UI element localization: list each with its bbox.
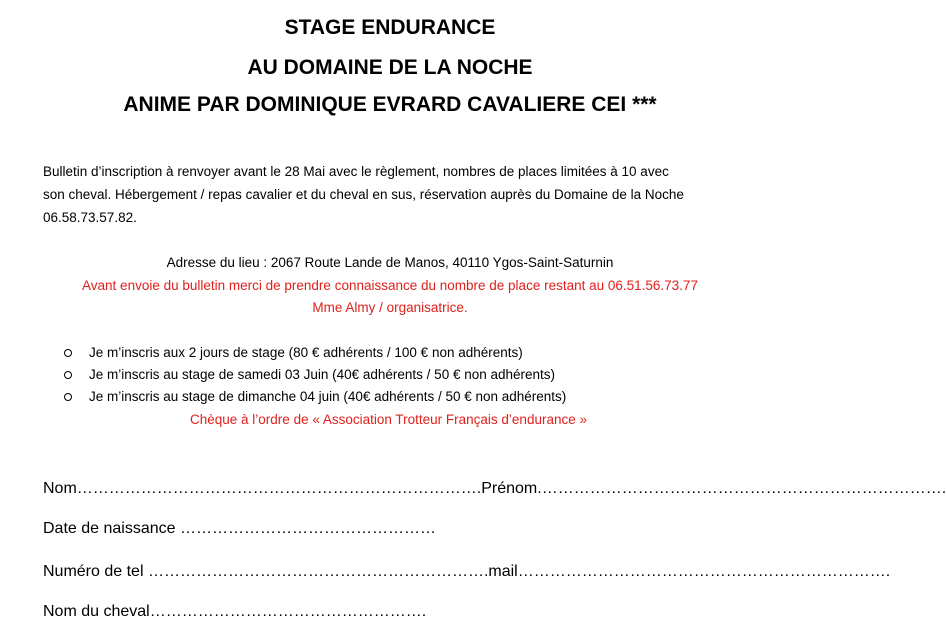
horse-name-field[interactable]: Nom du cheval……………………………………………. (43, 603, 427, 620)
cheque-instruction: Chèque à l’ordre de « Association Trotteur Français d’endurance » (190, 412, 587, 427)
circle-bullet-icon (64, 349, 72, 357)
option-sunday[interactable] (64, 386, 566, 408)
option-label: Je m’inscris aux 2 jours de stage (80 € adhérents / 100 € non adhérents) (89, 345, 523, 360)
name-field[interactable]: Nom………………………………………………………………….Prénom.…………………………………………………………………. (43, 480, 946, 497)
address-line: Adresse du lieu : 2067 Route Lande de Manos, 40110 Ygos-Saint-Saturnin (166, 255, 614, 270)
title-line-1: STAGE ENDURANCE (284, 16, 496, 39)
intro-paragraph (43, 160, 743, 229)
option-saturday[interactable] (64, 364, 566, 386)
intro-line-2: son cheval. Hébergement / repas cavalier et du cheval en sus, réservation auprès du Domaine de la Noche (43, 187, 684, 202)
option-label: Je m’inscris au stage de samedi 03 Juin (40€ adhérents / 50 € non adhérents) (89, 367, 556, 382)
notice-line-1: Avant envoie du bulletin merci de prendre connaissance du nombre de place restant au 06.51.56.73.77 (82, 278, 698, 293)
title-line-3: ANIME PAR DOMINIQUE EVRARD CAVALIERE CEI *** (123, 93, 657, 116)
phone-mail-field[interactable]: Numéro de tel ……………………………………………………….mail……………………………………………………………. (43, 563, 891, 580)
intro-line-1: Bulletin d’inscription à renvoyer avant le 28 Mai avec le règlement, nombres de places limitées à 10 avec (43, 164, 669, 179)
option-both-days[interactable] (64, 342, 566, 364)
circle-bullet-icon (64, 371, 72, 379)
registration-options (64, 342, 566, 408)
title-line-2: AU DOMAINE DE LA NOCHE (247, 56, 533, 79)
circle-bullet-icon (64, 393, 72, 401)
birthdate-field[interactable]: Date de naissance ………………………………………… (43, 520, 436, 537)
option-label: Je m’inscris au stage de dimanche 04 juin (40€ adhérents / 50 € non adhérents) (89, 389, 567, 404)
intro-line-3: 06.58.73.57.82. (43, 210, 137, 225)
notice-line-2: Mme Almy / organisatrice. (312, 300, 468, 315)
